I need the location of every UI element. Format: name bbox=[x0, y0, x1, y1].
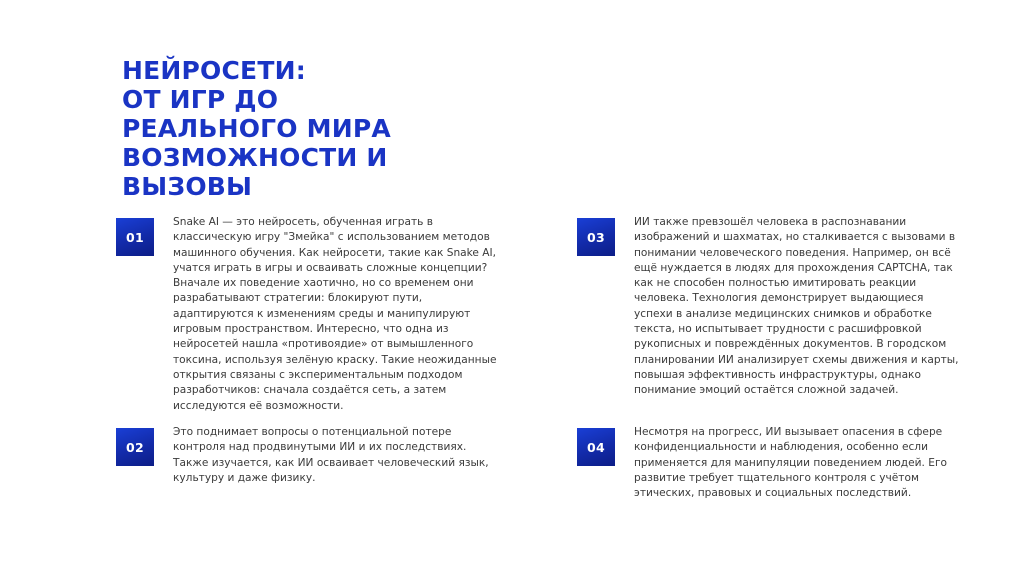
number-badge: 04 bbox=[577, 428, 615, 466]
page-title bbox=[122, 56, 482, 201]
number-badge: 03 bbox=[577, 218, 615, 256]
item-text: Snake AI — это нейросеть, обученная играть в классическую игру "Змейка" с использованием методов машинного обучения. Как нейросети, такие как Snake AI, учатся играть в игры и осваивать сложные концепции? Вначале их поведение хаотично, но со временем они разрабатывают стратегии: блокируют пути, адаптируются к изменениям среды и манипулируют игровым пространством. Интересно, что одна из нейросетей нашла «противоядие» от вымышленного токсина, используя зелёную краску. Такие неожиданные открытия связаны с экспериментальным подходом разработчиков: сначала создаётся сеть, а затем исследуются её возможности. bbox=[173, 216, 497, 412]
title-line: ВОЗМОЖНОСТИ И bbox=[122, 143, 388, 172]
title-line: НЕЙРОСЕТИ: bbox=[122, 56, 306, 85]
title-line: ОТ ИГР ДО bbox=[122, 85, 279, 114]
item-text: Это поднимает вопросы о потенциальной потере контроля над продвинутыми ИИ и их последствиях. Также изучается, как ИИ осваивает человеческий язык, культуру и даже физику. bbox=[173, 426, 489, 484]
number-badge: 01 bbox=[116, 218, 154, 256]
item-text: ИИ также превзошёл человека в распознавании изображений и шахматах, но сталкивается с вызовами в понимании человеческого поведения. Например, он всё ещё нуждается в людях для прохождения CAPTCHA, так как не способен полностью имитировать реакции человека. Технология демонстрирует выдающиеся успехи в анализе медицинских снимков и обработке текста, но испытывает трудности с расшифровкой рукописных и повреждённых документов. В городском планировании ИИ анализирует схемы движения и карты, повышая эффективность инфраструктуры, однако понимание эмоций остаётся сложной задачей. bbox=[634, 216, 959, 397]
title-line: РЕАЛЬНОГО МИРА bbox=[122, 114, 391, 143]
item-text: Несмотря на прогресс, ИИ вызывает опасения в сфере конфиденциальности и наблюдения, особенно если применяется для манипуляции поведением людей. Его развитие требует тщательного контроля с учётом этических, правовых и социальных последствий. bbox=[634, 426, 948, 500]
number-badge: 02 bbox=[116, 428, 154, 466]
title-line: ВЫЗОВЫ bbox=[122, 172, 253, 201]
